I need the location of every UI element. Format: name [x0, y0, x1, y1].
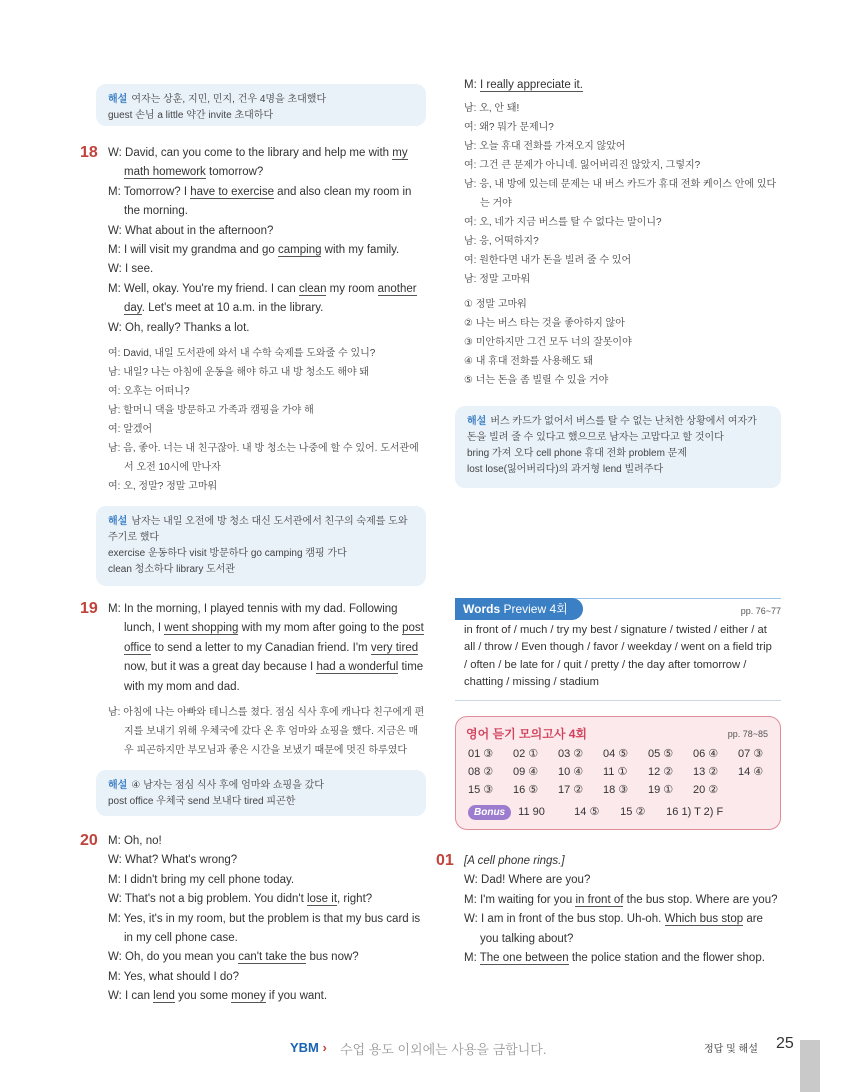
- q19-explanation-box: [96, 770, 426, 816]
- explanation-label: 해설: [108, 516, 128, 527]
- translation-line: 남: 오, 안 돼!: [464, 103, 520, 115]
- question-number: 20: [80, 832, 98, 849]
- dialogue-line: M: I didn't bring my cell phone today.: [108, 873, 295, 886]
- translation-line: 여: 왜? 뭐가 문제니?: [464, 122, 554, 134]
- answer-key-title: 영어 듣기 모의고사 4회: [466, 727, 588, 741]
- q17-explanation-box: [96, 84, 426, 126]
- answer-row: 01 ③ 02 ① 03 ② 04 ⑤ 05 ⑤ 06 ④ 07 ③: [468, 748, 764, 760]
- question-number: 19: [80, 600, 98, 617]
- explanation-text: 남자는 내일 오전에 방 청소 대신 도서관에서 친구의 숙제를 도와주기로 했다: [108, 516, 408, 543]
- question-20-continued: [464, 76, 782, 390]
- vocab-line: exercise 운동하다 visit 방문하다 go camping 캠핑 가다: [108, 548, 347, 559]
- publisher-logo: YBM ›: [290, 1040, 327, 1055]
- explanation-text: 여자는 상훈, 지민, 민지, 건우 4명을 초대했다: [131, 94, 327, 105]
- translation-line: 남: 내일? 나는 아침에 운동을 해야 하고 내 방 청소도 해야 돼: [108, 367, 370, 379]
- dialogue-line: M: Yes, what should I do?: [108, 970, 240, 983]
- answer-option: ① 정말 고마워: [464, 299, 527, 311]
- answer-option: ⑤ 너는 돈을 좀 빌릴 수 있을 거야: [464, 375, 609, 387]
- page-number: 25: [776, 1035, 794, 1052]
- translation-line: 여: 오, 정말? 정말 고마워: [108, 481, 218, 493]
- vocab-line: bring 가져 오다 cell phone 휴대 전화 problem 문제: [467, 448, 688, 459]
- translation-line: 남: 할머니 댁을 방문하고 가족과 캠핑을 가야 해: [108, 405, 314, 417]
- dialogue-line: W: What? What's wrong?: [108, 854, 238, 867]
- vocab-line: post office 우체국 send 보내다 tired 피곤한: [108, 796, 296, 807]
- dialogue-line: W: That's not a big problem. You didn't lose it, right?: [108, 893, 373, 906]
- explanation-label: 해설: [467, 416, 487, 427]
- dialogue-line: W: Oh, do you mean you can't take the bus now?: [108, 951, 359, 964]
- page-label: 정답 및 해설: [704, 1044, 758, 1055]
- translation-line: 남: 음, 좋아. 너는 내 친구잖아. 내 방 청소는 나중에 할 수 있어. 도서관에서 오전 10시에 만나자: [108, 443, 419, 474]
- divider: [455, 700, 781, 701]
- dialogue-line: M: Tomorrow? I have to exercise and also clean my room in the morning.: [108, 185, 412, 218]
- q20-explanation-box: [455, 406, 781, 488]
- explanation-text: ④ 남자는 점심 식사 후에 엄마와 쇼핑을 갔다: [131, 780, 324, 791]
- dialogue-line: M: Oh, no!: [108, 835, 162, 847]
- translation-line: 여: 오후는 어떠니?: [108, 386, 190, 398]
- side-tab: [800, 1040, 820, 1092]
- dialogue-line: M: Well, okay. You're my friend. I can clean my room another day. Let's meet at 10 a.m. in the library.: [108, 282, 417, 315]
- translation-line: 여: 오, 네가 지금 버스를 탈 수 없다는 말이니?: [464, 217, 662, 229]
- translation-line: 남: 정말 고마워: [464, 274, 531, 286]
- dialogue-line: M: The one between the police station and the flower shop.: [464, 952, 765, 965]
- monologue: M: In the morning, I played tennis with my dad. Following lunch, I went shopping with my mom after going to the post office to send a letter to my Canadian friend. I'm very tired now, but it was a great day because I had a wonderful time with my mom and dad.: [108, 603, 424, 693]
- dialogue-line: W: I am in front of the bus stop. Uh-oh. Which bus stop are you talking about?: [464, 913, 763, 945]
- translation-line: 남: 오늘 휴대 전화를 가져오지 않았어: [464, 141, 626, 153]
- answer-option: ② 나는 버스 타는 것을 좋아하지 않아: [464, 318, 625, 330]
- answer-row: 15 ③ 16 ⑤ 17 ② 18 ③ 19 ① 20 ②: [468, 784, 719, 796]
- explanation-label: 해설: [108, 94, 128, 105]
- translation-line: 남: 응, 내 방에 있는데 문제는 내 버스 카드가 휴대 전화 케이스 안에 있다는 거야: [464, 179, 777, 210]
- words-preview-header: [455, 598, 781, 620]
- q18-explanation-box: [96, 506, 426, 586]
- translation-line: 여: 원한다면 내가 돈을 빌려 줄 수 있어: [464, 255, 632, 267]
- dialogue-line: W: I can lend you some money if you want.: [108, 990, 328, 1003]
- explanation-text: 버스 카드가 없어서 버스를 탈 수 없는 난처한 상황에서 여자가 돈을 빌려 줄 수 있다고 했으므로 남자는 고맙다고 할 것이다: [467, 416, 757, 443]
- dialogue-line: W: I see.: [108, 263, 154, 276]
- question-number: 01: [436, 852, 454, 869]
- explanation-label: 해설: [108, 780, 128, 791]
- translation-line: 여: 그건 큰 문제가 아니네. 잃어버리진 않았지, 그렇지?: [464, 160, 701, 172]
- dialogue-line: M: I'm waiting for you in front of the bus stop. Where are you?: [464, 893, 778, 906]
- answer-option: ④ 내 휴대 전화를 사용해도 돼: [464, 356, 594, 368]
- page-range: pp. 78~85: [727, 729, 768, 739]
- words-preview-list: in front of / much / try my best / signature / twisted / either / at all / throw / Even though / favor / weekday / went on a field trip / often / be late for / quit / pretty / the day after tomorrow / chatting / missing / stadium: [464, 624, 772, 689]
- dialogue-line: M: I really appreciate it.: [464, 79, 583, 91]
- answer-option: ③ 미안하지만 그건 모두 너의 잘못이야: [464, 337, 632, 349]
- translation-line: 여: 알겠어: [108, 424, 153, 436]
- vocab-line: lost lose(잃어버리다)의 과거형 lend 빌려주다: [467, 464, 664, 475]
- dialogue-line: W: What about in the afternoon?: [108, 224, 274, 237]
- translation-line: 남: 아침에 나는 아빠와 테니스를 쳤다. 점심 식사 후에 캐나다 친구에게 편지를 보내기 위해 우체국에 갔다 온 후 엄마와 쇼핑을 했다. 지금은 매우 피곤하지만 부모님과 좋은 시간을 보냈기 때문에 멋진 하루였다: [108, 707, 425, 757]
- dialogue-line: W: Dad! Where are you?: [464, 874, 591, 887]
- bonus-badge: Bonus: [468, 805, 511, 820]
- stage-direction: [A cell phone rings.]: [464, 855, 565, 867]
- dialogue-line: W: David, can you come to the library and help me with my math homework tomorrow?: [108, 147, 408, 179]
- page-range: pp. 76~77: [740, 606, 781, 616]
- words-preview-tag: Words Preview 4회: [455, 598, 583, 620]
- question-number: 18: [80, 144, 98, 161]
- usage-notice: 수업 용도 이외에는 사용을 금합니다.: [340, 1042, 547, 1057]
- translation-line: 남: 응, 어떡하지?: [464, 236, 539, 248]
- translation-line: 여: David, 내일 도서관에 와서 내 수학 숙제를 도와줄 수 있니?: [108, 348, 376, 360]
- vocab-line: guest 손님 a little 약간 invite 초대하다: [108, 110, 274, 121]
- dialogue-line: M: Yes, it's in my room, but the problem is that my bus card is in my cell phone case.: [108, 912, 421, 945]
- bonus-row: Bonus 11 90 14 ⑤ 15 ② 16 1) T 2) F: [468, 803, 783, 821]
- dialogue-line: M: I will visit my grandma and go camping with my family.: [108, 244, 400, 257]
- answer-row: 08 ② 09 ④ 10 ④ 11 ① 12 ② 13 ② 14 ④: [468, 766, 764, 778]
- dialogue-line: W: Oh, really? Thanks a lot.: [108, 321, 250, 334]
- answer-key-box: [455, 716, 781, 830]
- vocab-line: clean 청소하다 library 도서관: [108, 564, 236, 575]
